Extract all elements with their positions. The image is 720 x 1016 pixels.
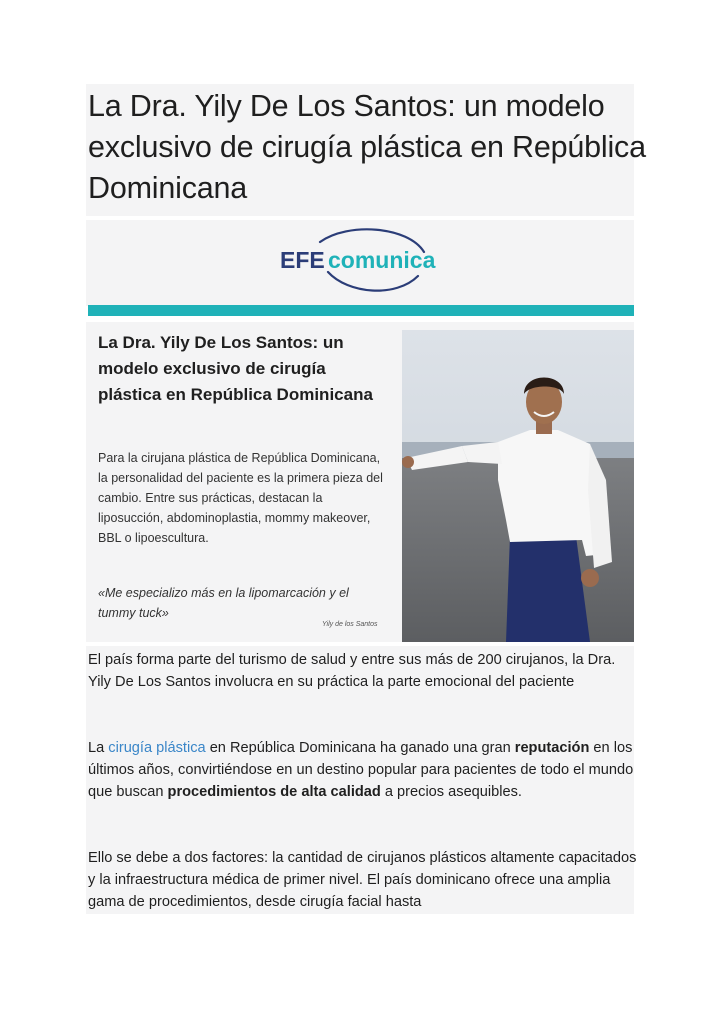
- card-quote: «Me especializo más en la lipomarcación y el tummy tuck»: [98, 586, 349, 620]
- p2-text-end: a precios asequibles.: [380, 784, 522, 800]
- body-paragraph-2: [88, 737, 640, 803]
- p2-bold-procedimientos: procedimientos de alta calidad: [167, 784, 381, 800]
- body-paragraph-3: Ello se debe a dos factores: la cantidad de cirujanos plásticos altamente capacitados y la infraestructura médica de primer nivel. El país dominicano ofrece una amplia gama de procedimientos, desde cirugía facial hasta: [88, 850, 637, 910]
- logo-text-efe: EFE: [280, 247, 325, 273]
- p2-text-middle-2: en los últimos años, convirtiéndose en un destino popular para pacientes de todo el mundo que buscan: [88, 740, 634, 800]
- teal-divider: [88, 305, 634, 316]
- card-summary: Para la cirujana plástica de República Dominicana, la personalidad del paciente es la primera pieza del cambio. Entre sus prácticas, destacan la liposucción, abdominoplastia, mommy makeover, BBL o lipoescultura.: [98, 451, 383, 545]
- doctor-portrait-photo: [402, 330, 634, 642]
- page-title: La Dra. Yily De Los Santos: un modelo exclusivo de cirugía plástica en República Dominicana: [88, 89, 646, 205]
- efe-comunica-logo: [278, 228, 448, 296]
- quote-author: Yily de los Santos: [322, 621, 378, 628]
- cirugia-plastica-link[interactable]: cirugía plástica: [108, 740, 206, 756]
- p2-text-middle: en República Dominicana ha ganado una gran: [205, 740, 515, 756]
- logo-arc-bottom: [328, 272, 418, 291]
- p2-text-start: La: [88, 740, 109, 756]
- body-paragraph-1: El país forma parte del turismo de salud y entre sus más de 200 cirujanos, la Dra. Yily De Los Santos involucra en su práctica la parte emocional del paciente: [88, 652, 616, 690]
- card-title: La Dra. Yily De Los Santos: un modelo exclusivo de cirugía plástica en República Dominicana: [98, 333, 373, 404]
- logo-text-comunica: comunica: [328, 247, 436, 273]
- p2-bold-reputacion: reputación: [514, 740, 590, 756]
